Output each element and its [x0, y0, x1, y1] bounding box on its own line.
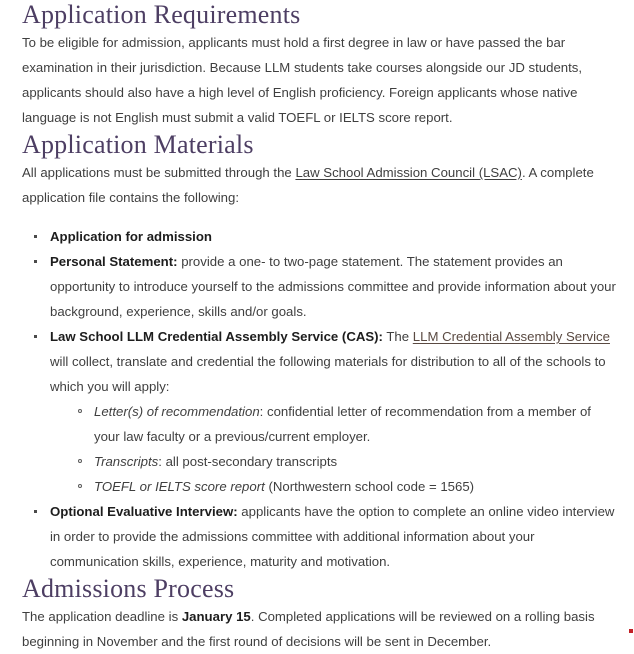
list-item: [22, 324, 616, 499]
sub-item-term: Letter(s) of recommendation: [94, 404, 260, 419]
process-text-after-date: . Completed applications will be reviewed on a rolling basis beginning in November and the first round of decisions will be sent in December.: [22, 609, 595, 649]
sub-item-text: : all post-secondary transcripts: [158, 454, 337, 469]
sub-item-term: TOEFL or IELTS score report: [94, 479, 265, 494]
intro-text-after-link: . A complete application file contains the following:: [22, 165, 594, 205]
paragraph-admissions-process: [22, 604, 616, 654]
application-materials-list: [22, 210, 616, 574]
heading-application-materials: Application Materials: [22, 130, 616, 160]
list-item: [22, 499, 616, 574]
list-item-label: Law School LLM Credential Assembly Service (CAS):: [50, 329, 383, 344]
deadline-date: January 15: [182, 609, 251, 624]
sub-item-term: Transcripts: [94, 454, 158, 469]
list-item: [76, 399, 616, 449]
cas-materials-sublist: [50, 399, 616, 499]
paragraph-application-requirements: To be eligible for admission, applicants must hold a first degree in law or have passed the bar examination in their jurisdiction. Because LLM students take courses alongside our JD students, applicants should also have a high level of English proficiency. Foreign applicants whose native language is not English must submit a valid TOEFL or IELTS score report.: [22, 30, 616, 130]
corner-artifact: [629, 629, 633, 633]
list-item-text-after-link: will collect, translate and credential the following materials for distribution to all of the schools to which you will apply:: [50, 354, 606, 394]
list-item-text-before-link: The: [383, 329, 413, 344]
list-item-label: Optional Evaluative Interview:: [50, 504, 238, 519]
list-item: [76, 474, 616, 499]
list-item-label: Personal Statement:: [50, 254, 178, 269]
list-item-text: provide a one- to two-page statement. The statement provides an opportunity to introduce yourself to the admissions committee and provide information about your background, experience, skills and/or goals.: [50, 254, 616, 319]
process-text-before-date: The application deadline is: [22, 609, 182, 624]
heading-application-requirements: Application Requirements: [22, 0, 616, 30]
list-item: [22, 224, 616, 249]
link-llm-credential-assembly-service[interactable]: LLM Credential Assembly Service: [413, 329, 610, 344]
list-item-text: applicants have the option to complete an online video interview in order to provide the admissions committee with additional information about your communication skills, experience, maturity and motivation.: [50, 504, 614, 569]
list-item-label: Application for admission: [50, 229, 212, 244]
intro-text-before-link: All applications must be submitted through the: [22, 165, 295, 180]
link-law-school-admission-council[interactable]: Law School Admission Council (LSAC): [295, 165, 522, 180]
heading-admissions-process: Admissions Process: [22, 574, 616, 604]
sub-item-text: : confidential letter of recommendation from a member of your law faculty or a previous/current employer.: [94, 404, 591, 444]
list-item: [76, 449, 616, 474]
paragraph-application-materials-intro: [22, 160, 616, 210]
sub-item-text: (Northwestern school code = 1565): [265, 479, 474, 494]
list-item: [22, 249, 616, 324]
